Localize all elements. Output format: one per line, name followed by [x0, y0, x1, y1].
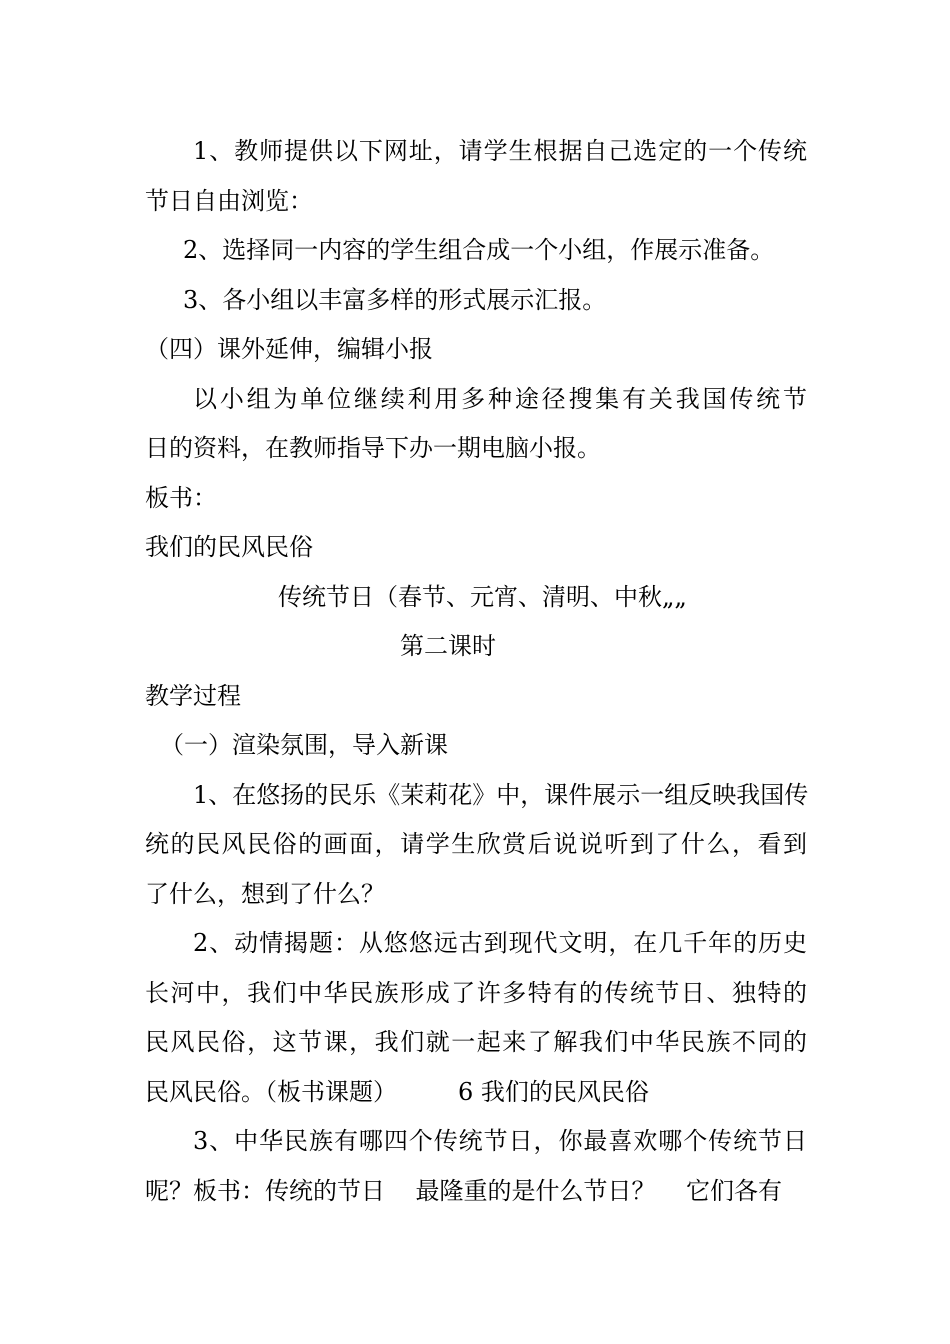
paragraph-line: 节日自由浏览： — [145, 187, 313, 215]
paragraph-line: 统的民风民俗的画面，请学生欣赏后说说听到了什么，看到 — [145, 830, 807, 858]
paragraph-line: 3、各小组以丰富多样的形式展示汇报。 — [183, 286, 607, 314]
paragraph-line: 2、动情揭题：从悠悠远古到现代文明，在几千年的历史 — [193, 929, 807, 957]
paragraph-line: 民风民俗，这节课，我们就一起来了解我们中华民族不同的 — [145, 1028, 807, 1056]
paragraph-line: 传统节日（春节、元宵、清明、中秋„„ — [278, 583, 687, 611]
paragraph-line: 以小组为单位继续利用多种途径搜集有关我国传统节 — [193, 385, 807, 413]
section-heading: （四）课外延伸，编辑小报 — [145, 335, 433, 363]
paragraph-line: 呢？板书：传统的节日 最隆重的是什么节日？ 它们各有 — [145, 1177, 783, 1205]
paragraph-line: 板书： — [145, 484, 217, 512]
section-heading: 教学过程 — [145, 682, 241, 710]
paragraph-line: 我们的民风民俗 — [145, 533, 313, 561]
section-title: 第二课时 — [400, 632, 496, 660]
paragraph-line: 长河中，我们中华民族形成了许多特有的传统节日、独特的 — [145, 979, 807, 1007]
paragraph-line: 日的资料，在教师指导下办一期电脑小报。 — [145, 434, 601, 462]
paragraph-line: 1、教师提供以下网址，请学生根据自己选定的一个传统 — [193, 137, 807, 165]
paragraph-line: 民风民俗。（板书课题） 6 我们的民风民俗 — [145, 1078, 649, 1106]
paragraph-line: 1、在悠扬的民乐《茉莉花》中，课件展示一组反映我国传 — [193, 781, 809, 809]
section-heading: （一）渲染氛围，导入新课 — [160, 731, 448, 759]
paragraph-line: 了什么，想到了什么？ — [145, 880, 385, 908]
paragraph-line: 3、中华民族有哪四个传统节日，你最喜欢哪个传统节日 — [193, 1127, 807, 1155]
paragraph-line: 2、选择同一内容的学生组合成一个小组，作展示准备。 — [183, 236, 775, 264]
